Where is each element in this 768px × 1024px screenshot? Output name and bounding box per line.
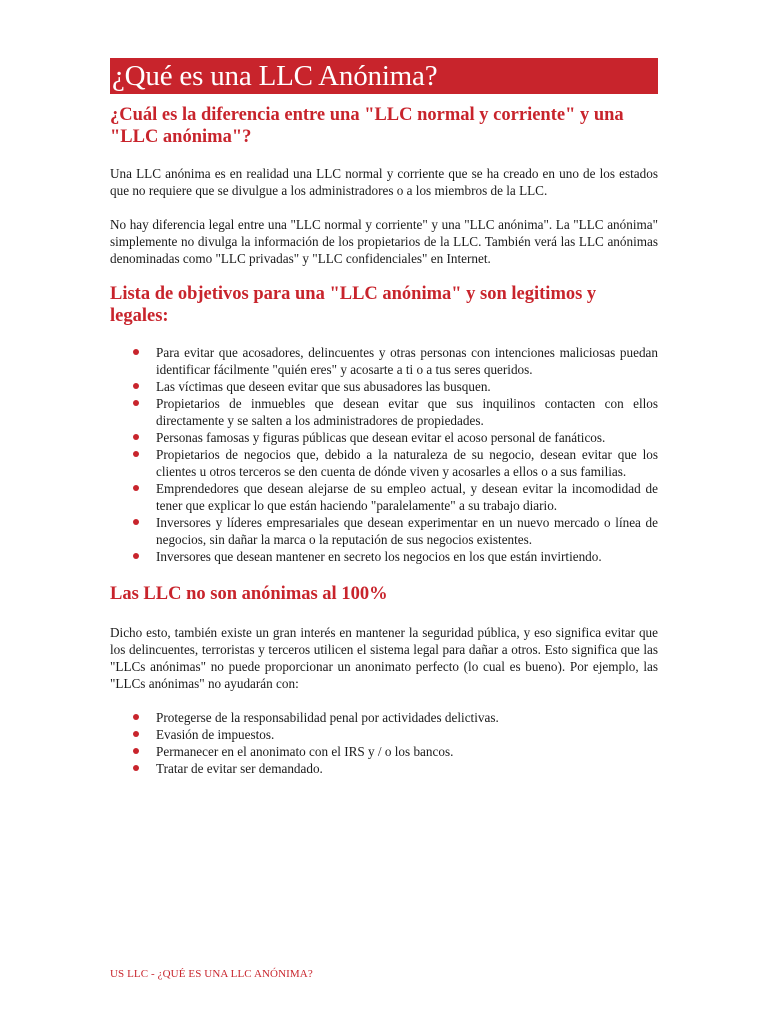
bullet-icon	[133, 485, 139, 491]
bullet-icon	[133, 765, 139, 771]
list-item: Las víctimas que deseen evitar que sus abusadores las busquen.	[156, 378, 658, 395]
bullet-icon	[133, 383, 139, 389]
limitations-list	[110, 709, 658, 777]
section-heading-difference: ¿Cuál es la diferencia entre una "LLC normal y corriente" y una "LLC anónima"?	[110, 105, 624, 147]
list-item: Personas famosas y figuras públicas que desean evitar el acoso personal de fanáticos.	[156, 429, 658, 446]
bullet-icon	[133, 349, 139, 355]
objectives-list	[110, 344, 658, 565]
list-item: Propietarios de inmuebles que desean evitar que sus inquilinos contacten con ellos directamente y se salten a los administradores de propiedades.	[156, 395, 658, 429]
paragraph-public-safety: Dicho esto, también existe un gran interés en mantener la seguridad pública, y eso significa evitar que los delincuentes, terroristas y terceros utilicen el sistema legal para dañar a otros. Esto significa que las "LLCs anónimas" no puede proporcionar un anonimato perfecto (lo cual es bueno). Por ejemplo, las "LLCs anónimas" no ayudarán con:	[110, 625, 658, 691]
list-item: Emprendedores que desean alejarse de su empleo actual, y desean evitar la incomodidad de tener que explicar lo que están haciendo "paralelamente" a su trabajo diario.	[156, 480, 658, 514]
paragraph-legal-difference: No hay diferencia legal entre una "LLC normal y corriente" y una "LLC anónima". La "LLC anónima" simplemente no divulga la información de los propietarios de la LLC. También verá las LLC anónimas denominadas como "LLC privadas" y "LLC confidenciales" en Internet.	[110, 217, 658, 266]
list-item: Evasión de impuestos.	[156, 726, 658, 743]
list-item: Inversores que desean mantener en secreto los negocios en los que están invirtiendo.	[156, 548, 658, 565]
bullet-icon	[133, 434, 139, 440]
list-item: Permanecer en el anonimato con el IRS y / o los bancos.	[156, 743, 658, 760]
list-item: Tratar de evitar ser demandado.	[156, 760, 658, 777]
list-item: Propietarios de negocios que, debido a la naturaleza de su negocio, desean evitar que los clientes u otros terceros se den cuenta de dónde viven y acosarles a ellos o a sus familias.	[156, 446, 658, 480]
bullet-icon	[133, 731, 139, 737]
paragraph-definition: Una LLC anónima es en realidad una LLC normal y corriente que se ha creado en uno de los estados que no requiere que se divulgue a los administradores o a los miembros de la LLC.	[110, 166, 658, 198]
bullet-icon	[133, 553, 139, 559]
page-title: ¿Qué es una LLC Anónima?	[110, 58, 658, 94]
bullet-icon	[133, 748, 139, 754]
document-page	[110, 58, 658, 777]
section-heading-not-anonymous: Las LLC no son anónimas al 100%	[110, 584, 388, 604]
bullet-icon	[133, 714, 139, 720]
bullet-icon	[133, 519, 139, 525]
list-item: Inversores y líderes empresariales que desean experimentar en un nuevo mercado o línea de negocios, sin dañar la marca o la reputación de sus negocios existentes.	[156, 514, 658, 548]
section-heading-objectives: Lista de objetivos para una "LLC anónima" y son legitimos y legales:	[110, 284, 597, 326]
list-item: Protegerse de la responsabilidad penal por actividades delictivas.	[156, 709, 658, 726]
list-item: Para evitar que acosadores, delincuentes y otras personas con intenciones maliciosas puedan identificar fácilmente "quién eres" y acosarte a ti o a tus seres queridos.	[156, 344, 658, 378]
bullet-icon	[133, 451, 139, 457]
bullet-icon	[133, 400, 139, 406]
page-footer: US LLC - ¿QUÉ ES UNA LLC ANÓNIMA?	[110, 968, 313, 980]
